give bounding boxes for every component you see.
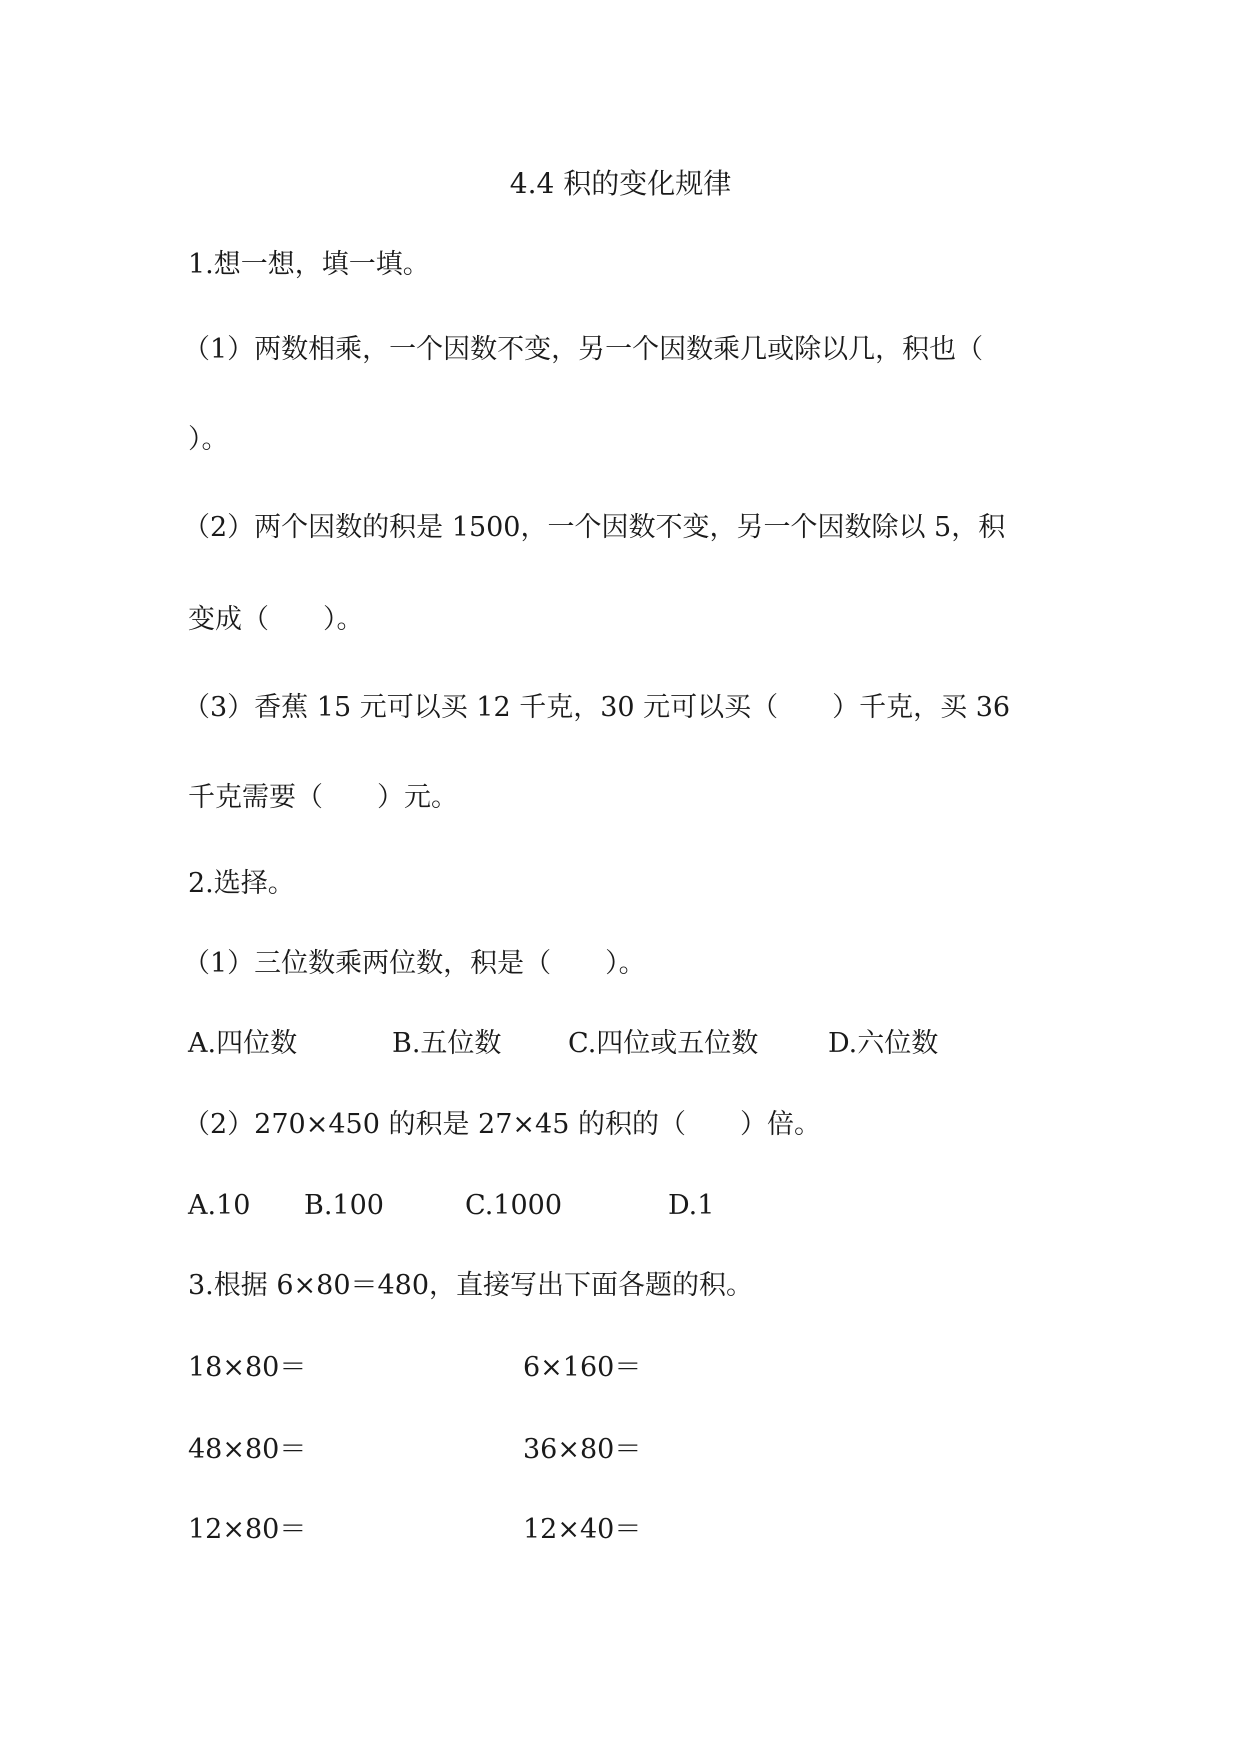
option-c: C.四位或五位数 (568, 1028, 759, 1059)
calculation-item: 12×40＝ (523, 1514, 642, 1545)
question-1-1-line-2: ）。 (188, 424, 229, 455)
section-3-heading: 3.根据 6×80＝480，直接写出下面各题的积。 (188, 1270, 754, 1301)
option-b: B.五位数 (392, 1028, 502, 1059)
option-a: A.10 (188, 1190, 251, 1221)
question-2-2: （2）270×450 的积是 27×45 的积的（ ）倍。 (183, 1109, 821, 1140)
calculation-item: 6×160＝ (523, 1352, 642, 1383)
option-a: A.四位数 (188, 1028, 298, 1059)
question-1-3-line-1: （3）香蕉 15 元可以买 12 千克，30 元可以买（ ）千克，买 36 (183, 692, 1011, 723)
option-c: C.1000 (465, 1190, 562, 1221)
option-d: D.六位数 (828, 1028, 939, 1059)
page-title: 4.4 积的变化规律 (509, 167, 732, 200)
option-b: B.100 (304, 1190, 384, 1221)
option-d: D.1 (668, 1190, 715, 1221)
calculation-item: 48×80＝ (188, 1434, 307, 1465)
section-2-heading: 2.选择。 (188, 868, 295, 899)
section-1-heading: 1.想一想，填一填。 (188, 249, 430, 280)
calculation-item: 18×80＝ (188, 1352, 307, 1383)
question-1-3-line-2: 千克需要（ ）元。 (188, 782, 458, 813)
question-1-2-line-2: 变成（ ）。 (188, 604, 364, 635)
question-1-2-line-1: （2）两个因数的积是 1500，一个因数不变，另一个因数除以 5，积 (183, 512, 1006, 543)
calculation-item: 12×80＝ (188, 1514, 307, 1545)
question-1-1-line-1: （1）两数相乘，一个因数不变，另一个因数乘几或除以几，积也（ (183, 334, 984, 365)
question-2-1: （1）三位数乘两位数，积是（ ）。 (183, 948, 646, 979)
calculation-item: 36×80＝ (523, 1434, 642, 1465)
